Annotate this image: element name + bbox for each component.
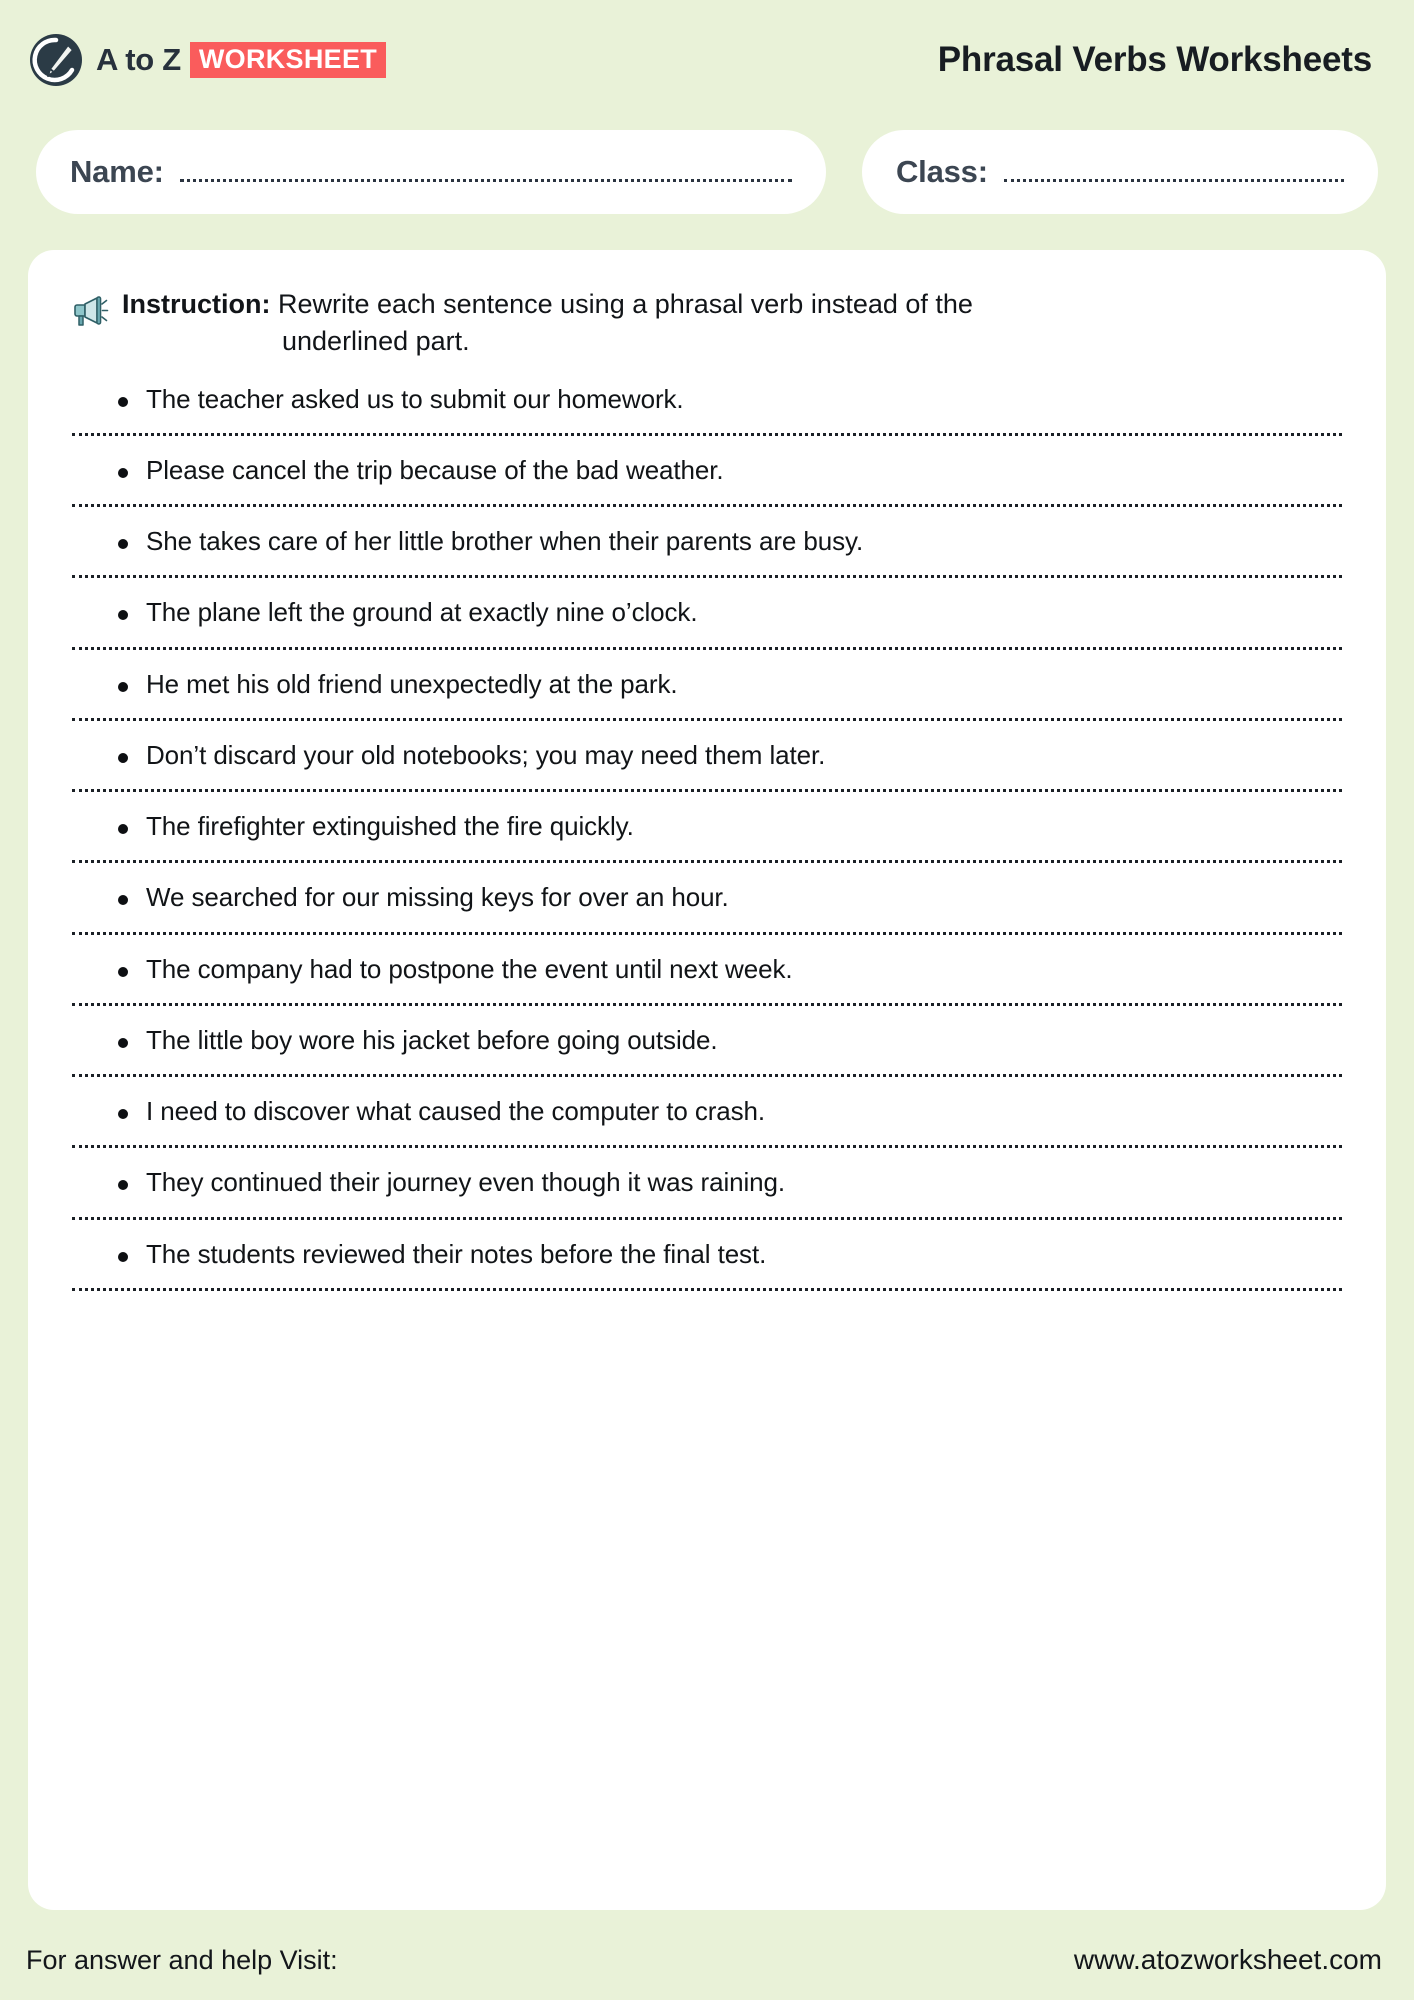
name-label: Name: <box>70 154 164 189</box>
question-text: She takes care of her little brother when their parents are busy. <box>146 526 864 557</box>
answer-line[interactable] <box>72 1217 1342 1220</box>
name-field[interactable] <box>36 130 826 214</box>
question-row <box>72 383 1342 416</box>
answer-line[interactable] <box>72 433 1342 436</box>
answer-line[interactable] <box>72 718 1342 721</box>
answer-line[interactable] <box>72 504 1342 507</box>
question-text: Please cancel the trip because of the bad weather. <box>146 454 724 485</box>
instruction-label: Instruction: <box>122 289 271 319</box>
name-input-line[interactable] <box>180 179 792 182</box>
student-fields-row <box>36 130 1378 214</box>
bullet-icon <box>118 1038 128 1048</box>
bullet-icon <box>118 824 128 834</box>
question-row <box>72 1238 1342 1271</box>
bullet-icon <box>118 539 128 549</box>
instruction-line-1: Rewrite each sentence using a phrasal verb instead of the <box>278 289 973 319</box>
answer-line[interactable] <box>72 647 1342 650</box>
question-text: He met his old friend unexpectedly at the park. <box>146 668 678 699</box>
list-item <box>72 953 1342 1006</box>
answer-line[interactable] <box>72 575 1342 578</box>
question-row <box>72 739 1342 772</box>
question-text: The firefighter extinguished the fire quickly. <box>146 811 634 842</box>
instruction-line-2: underlined part. <box>282 326 470 357</box>
list-item <box>72 668 1342 721</box>
answer-line[interactable] <box>72 1145 1342 1148</box>
list-item <box>72 1166 1342 1219</box>
question-row <box>72 1024 1342 1057</box>
list-item <box>72 454 1342 507</box>
bullet-icon <box>118 753 128 763</box>
list-item <box>72 1024 1342 1077</box>
bullet-icon <box>118 895 128 905</box>
page-header <box>0 20 1414 100</box>
answer-line[interactable] <box>72 932 1342 935</box>
bullet-icon <box>118 397 128 407</box>
question-row <box>72 596 1342 629</box>
class-field[interactable] <box>862 130 1378 214</box>
answer-line[interactable] <box>72 1003 1342 1006</box>
brand-wordmark <box>96 42 386 78</box>
instruction-block <box>72 286 1342 361</box>
answer-line[interactable] <box>72 860 1342 863</box>
footer-website-url[interactable]: www.atozworksheet.com <box>1073 1944 1382 1975</box>
question-text: The plane left the ground at exactly nine o’clock. <box>146 597 698 628</box>
answer-line[interactable] <box>72 1074 1342 1077</box>
question-text: I need to discover what caused the computer to crash. <box>146 1096 766 1127</box>
question-text: Don’t discard your old notebooks; you may need them later. <box>146 739 826 770</box>
question-row <box>72 810 1342 843</box>
question-row <box>72 1095 1342 1128</box>
list-item <box>72 1095 1342 1148</box>
question-row <box>72 1166 1342 1199</box>
question-row <box>72 454 1342 487</box>
question-row <box>72 881 1342 914</box>
brand-worksheet-badge: WORKSHEET <box>190 42 386 77</box>
list-item <box>72 383 1342 436</box>
list-item <box>72 810 1342 863</box>
question-list <box>72 383 1342 1291</box>
bullet-icon <box>118 610 128 620</box>
question-row <box>72 525 1342 558</box>
list-item <box>72 881 1342 934</box>
list-item <box>72 1238 1342 1291</box>
list-item <box>72 596 1342 649</box>
page-title: Phrasal Verbs Worksheets <box>937 40 1372 79</box>
question-text: The company had to postpone the event until next week. <box>146 953 793 984</box>
bullet-icon <box>118 1180 128 1190</box>
question-text: The little boy wore his jacket before going outside. <box>146 1024 718 1055</box>
page-footer <box>0 1930 1414 1990</box>
question-text: The students reviewed their notes before the final test. <box>146 1238 767 1269</box>
list-item <box>72 525 1342 578</box>
bullet-icon <box>118 468 128 478</box>
question-row <box>72 668 1342 701</box>
brand-logo <box>28 32 386 88</box>
question-row <box>72 953 1342 986</box>
bullet-icon <box>118 967 128 977</box>
question-text: They continued their journey even though it was raining. <box>146 1167 786 1198</box>
answer-line[interactable] <box>72 1288 1342 1291</box>
brand-atoz-text: A to Z <box>96 42 181 77</box>
class-input-line[interactable] <box>1004 179 1344 182</box>
instruction-text <box>122 286 973 361</box>
class-label: Class: <box>896 154 988 189</box>
pen-in-circle-logo-icon <box>28 32 84 88</box>
bullet-icon <box>118 1109 128 1119</box>
bullet-icon <box>118 1252 128 1262</box>
answer-line[interactable] <box>72 789 1342 792</box>
megaphone-icon <box>72 292 110 330</box>
list-item <box>72 739 1342 792</box>
question-text: We searched for our missing keys for over an hour. <box>146 882 729 913</box>
worksheet-card <box>28 250 1386 1910</box>
bullet-icon <box>118 682 128 692</box>
footer-help-text: For answer and help Visit: <box>26 1944 338 1975</box>
question-text: The teacher asked us to submit our homework. <box>146 383 684 414</box>
